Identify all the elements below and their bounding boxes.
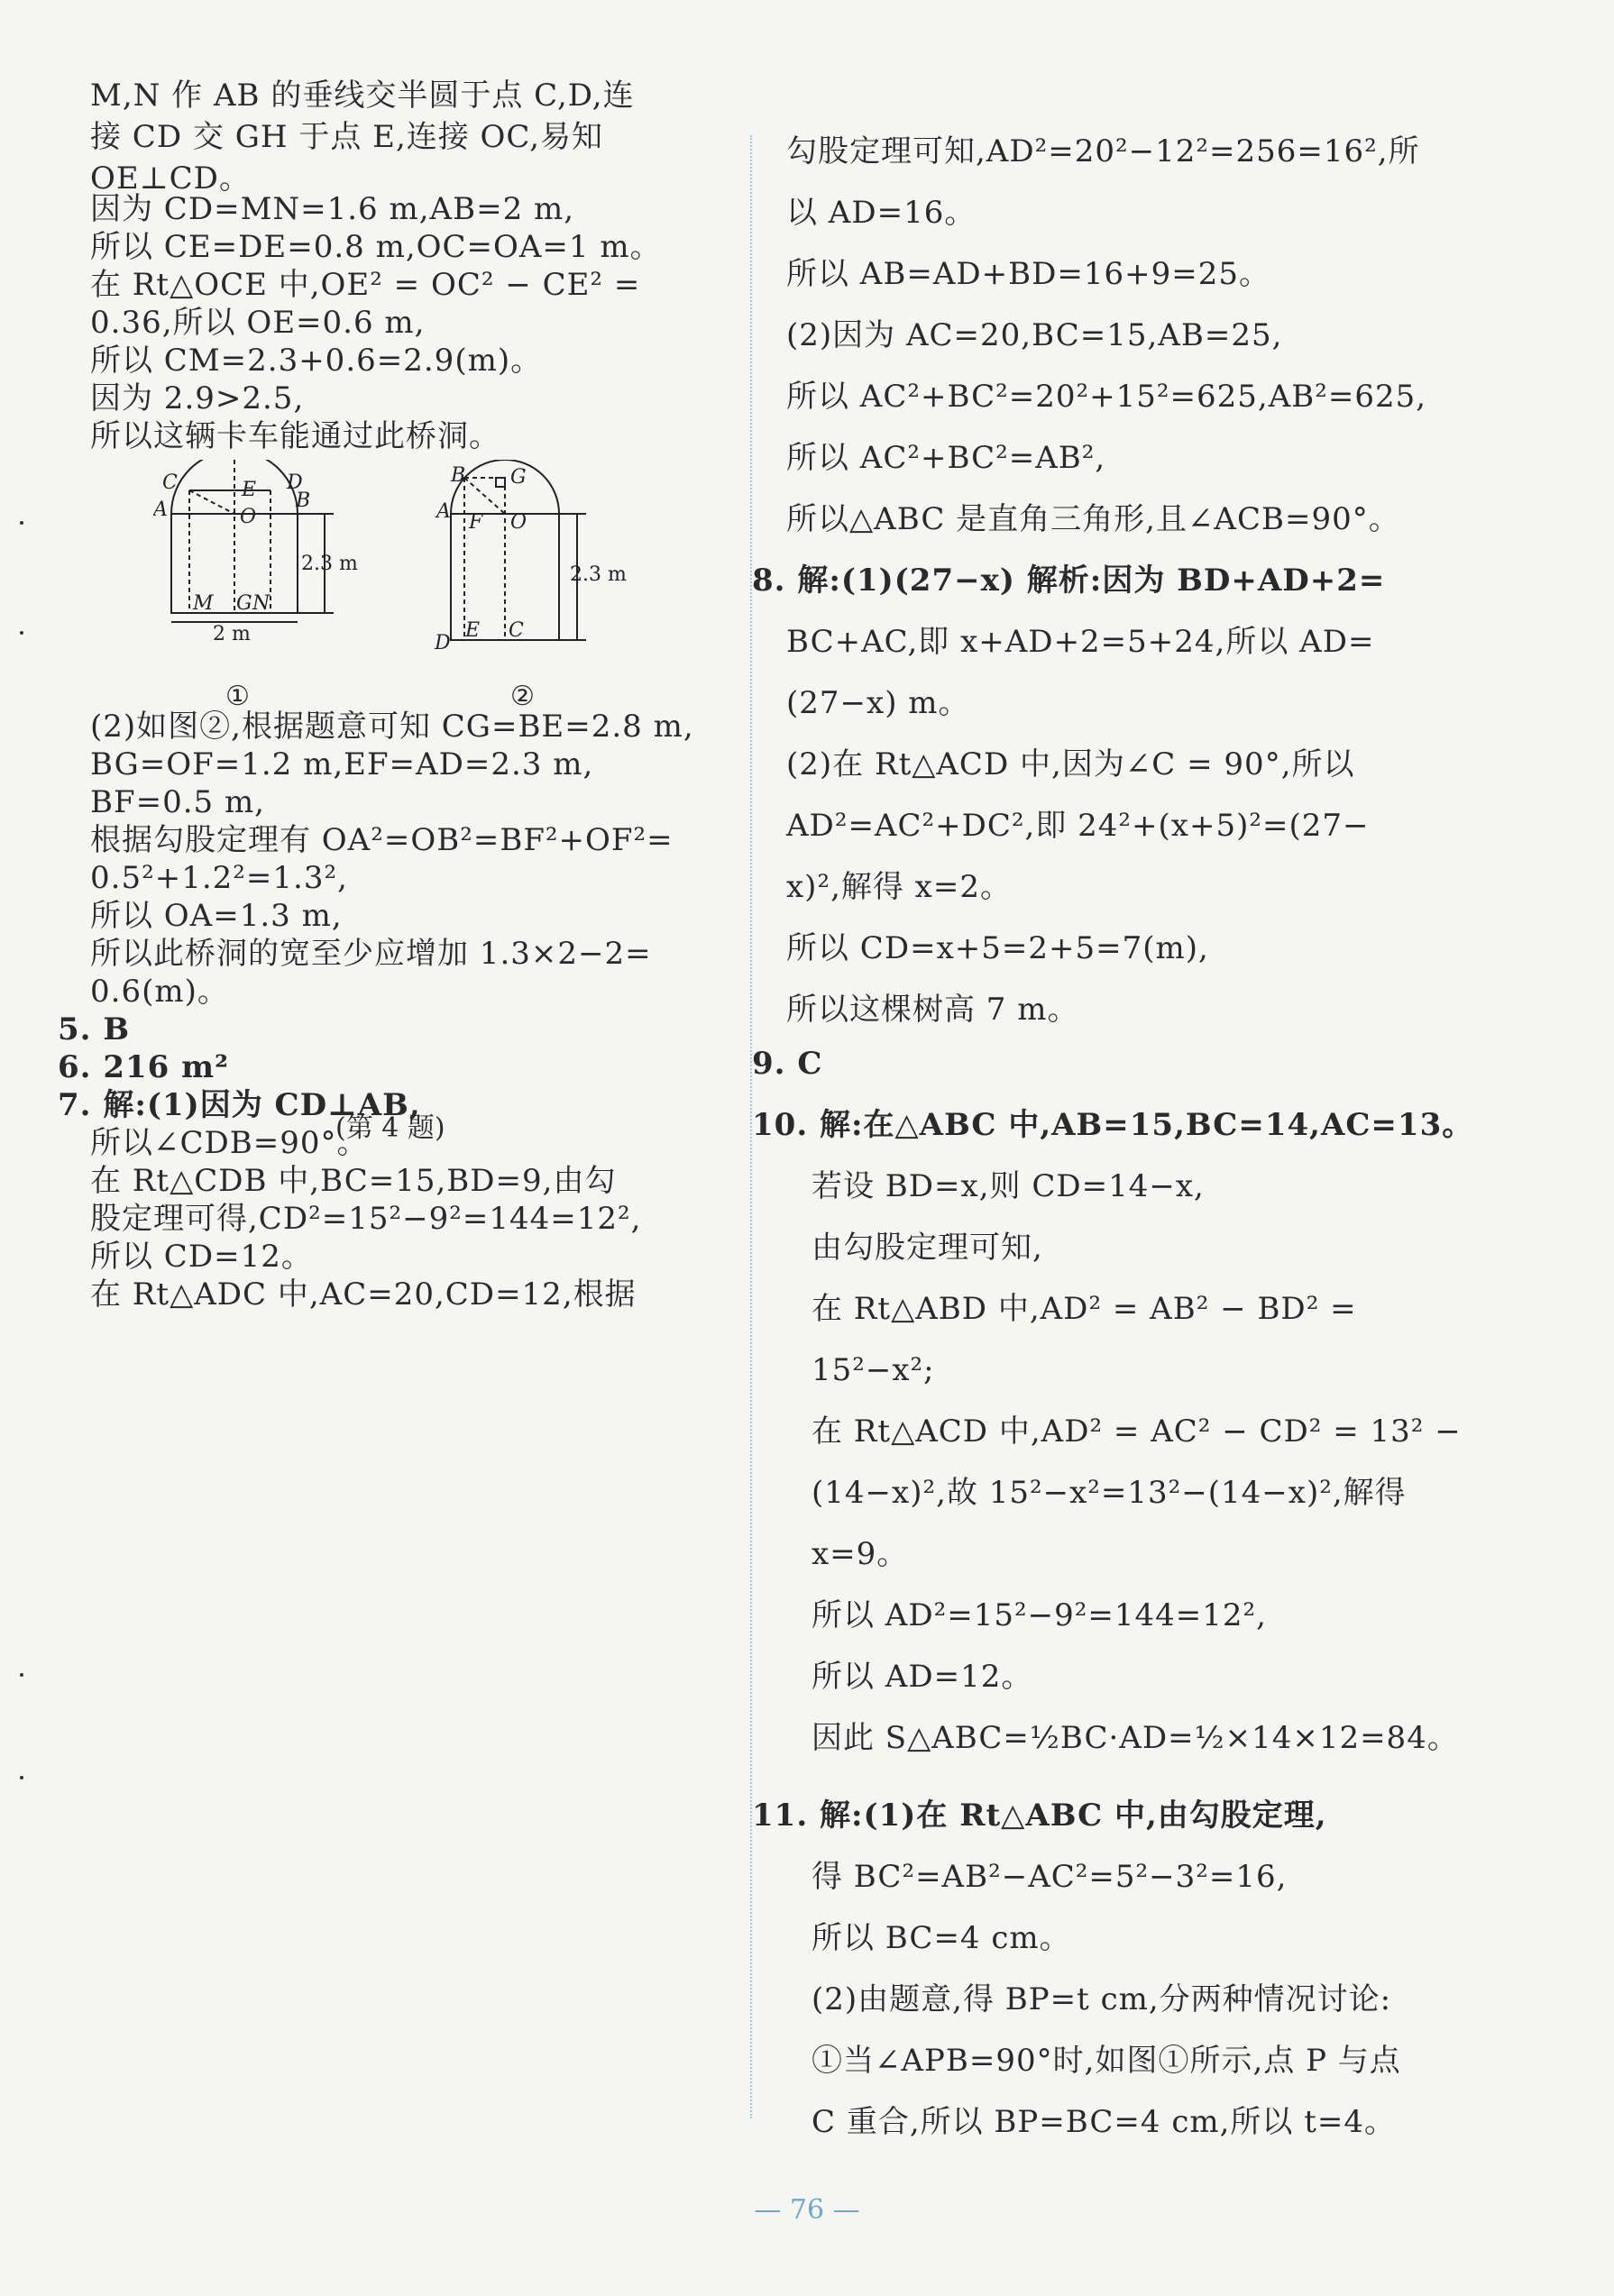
text-line: C 重合,所以 BP=BC=4 cm,所以 t=4。 bbox=[812, 2104, 1397, 2140]
text-line: x)²,解得 x=2。 bbox=[786, 869, 1012, 905]
point-label: G bbox=[510, 466, 527, 489]
text-line: 所以 AC²+BC²=AB², bbox=[786, 440, 1106, 476]
margin-dot bbox=[20, 631, 23, 635]
point-label: B bbox=[451, 464, 466, 487]
answer-10: 10. 解:在△ABC 中,AB=15,BC=14,AC=13。 bbox=[752, 1107, 1474, 1143]
text-line: 所以∠CDB=90°。 bbox=[90, 1125, 369, 1161]
point-label: D bbox=[287, 471, 303, 494]
text-line: 所以这棵树高 7 m。 bbox=[786, 992, 1079, 1028]
point-label: O bbox=[240, 506, 257, 528]
margin-dot bbox=[20, 1673, 23, 1677]
point-label: F bbox=[469, 511, 483, 534]
text-line: 0.36,所以 OE=0.6 m, bbox=[90, 305, 426, 341]
figure-caption: (第 4 题) bbox=[335, 1112, 445, 1144]
text-line: 在 Rt△CDB 中,BC=15,BD=9,由勾 bbox=[90, 1163, 617, 1199]
text-line: (2)由题意,得 BP=t cm,分两种情况讨论: bbox=[812, 1981, 1392, 2017]
text-line: 在 Rt△ABD 中,AD² = AB² − BD² = bbox=[812, 1291, 1357, 1327]
text-line: 所以 BC=4 cm。 bbox=[812, 1920, 1071, 1956]
point-label: B bbox=[296, 489, 311, 512]
text-line: 在 Rt△ACD 中,AD² = AC² − CD² = 13² − bbox=[812, 1413, 1462, 1450]
text-line: 0.5²+1.2²=1.3², bbox=[90, 860, 348, 896]
text-line: 所以 AD²=15²−9²=144=12², bbox=[812, 1597, 1267, 1633]
text-line: 所以 CE=DE=0.8 m,OC=OA=1 m。 bbox=[90, 229, 662, 265]
text-line: 股定理可得,CD²=15²−9²=144=12², bbox=[90, 1201, 642, 1237]
bridge-figure bbox=[153, 460, 658, 712]
text-line: 因此 S△ABC=½BC·AD=½×14×12=84。 bbox=[812, 1720, 1459, 1756]
bridge-diagrams-svg bbox=[153, 460, 658, 676]
text-line: 得 BC²=AB²−AC²=5²−3²=16, bbox=[812, 1859, 1288, 1895]
text-line: 所以 AD=12。 bbox=[812, 1659, 1033, 1695]
text-line: 以 AD=16。 bbox=[786, 195, 977, 231]
text-line: 所以 AC²+BC²=20²+15²=625,AB²=625, bbox=[786, 379, 1427, 415]
text-line: (2)在 Rt△ACD 中,因为∠C = 90°,所以 bbox=[786, 746, 1355, 782]
text-line: 因为 CD=MN=1.6 m,AB=2 m, bbox=[90, 191, 575, 227]
answer-11: 11. 解:(1)在 Rt△ABC 中,由勾股定理, bbox=[752, 1797, 1327, 1834]
answer-8: 8. 解:(1)(27−x) 解析:因为 BD+AD+2= bbox=[752, 563, 1386, 599]
text-line: 所以此桥洞的宽至少应增加 1.3×2−2= bbox=[90, 936, 652, 972]
point-label: O bbox=[510, 511, 527, 534]
text-line: 若设 BD=x,则 CD=14−x, bbox=[812, 1168, 1205, 1204]
answer-7: 7. 解:(1)因为 CD⊥AB, bbox=[58, 1087, 421, 1123]
text-line: 根据勾股定理有 OA²=OB²=BF²+OF²= bbox=[90, 822, 674, 858]
text-line: x=9。 bbox=[812, 1536, 909, 1572]
point-label: E bbox=[242, 479, 257, 501]
height-label: 2.3 m bbox=[570, 563, 627, 586]
text-line: 接 CD 交 GH 于点 E,连接 OC,易知 bbox=[90, 119, 604, 155]
text-line: 由勾股定理可知, bbox=[812, 1230, 1043, 1266]
point-label: G bbox=[236, 592, 252, 615]
figure-1-label: ① bbox=[225, 681, 250, 712]
answer-9: 9. C bbox=[752, 1046, 823, 1082]
text-line: 勾股定理可知,AD²=20²−12²=256=16²,所 bbox=[786, 133, 1420, 169]
text-line: 所以 OA=1.3 m, bbox=[90, 898, 343, 934]
text-line: (2)如图②,根据题意可知 CG=BE=2.8 m, bbox=[90, 709, 694, 745]
point-label: N bbox=[252, 592, 271, 615]
answer-5: 5. B bbox=[58, 1011, 131, 1047]
text-line: 所以 CD=x+5=2+5=7(m), bbox=[786, 930, 1209, 966]
point-label: A bbox=[436, 500, 451, 523]
text-line: (2)因为 AC=20,BC=15,AB=25, bbox=[786, 317, 1283, 353]
text-line: (27−x) m。 bbox=[786, 685, 970, 721]
page-number: — 76 — bbox=[754, 2194, 860, 2226]
width-label: 2 m bbox=[213, 623, 251, 645]
point-label bbox=[228, 460, 247, 463]
answer-6: 6. 216 m² bbox=[58, 1049, 230, 1085]
point-label: C bbox=[509, 619, 524, 642]
margin-dot bbox=[20, 1776, 23, 1779]
figure-2-label: ② bbox=[510, 681, 535, 712]
point-label: E bbox=[465, 619, 481, 642]
text-line: 所以 AB=AD+BD=16+9=25。 bbox=[786, 256, 1271, 292]
text-line: 在 Rt△ADC 中,AC=20,CD=12,根据 bbox=[90, 1276, 637, 1313]
text-line: 在 Rt△OCE 中,OE² = OC² − CE² = bbox=[90, 267, 641, 303]
height-label: 2.3 m bbox=[301, 553, 358, 575]
text-line: AD²=AC²+DC²,即 24²+(x+5)²=(27− bbox=[786, 808, 1370, 844]
text-line: BC+AC,即 x+AD+2=5+24,所以 AD= bbox=[786, 624, 1375, 660]
text-line: 所以 CM=2.3+0.6=2.9(m)。 bbox=[90, 343, 543, 379]
point-label: M bbox=[193, 592, 214, 615]
point-label: A bbox=[153, 499, 168, 521]
text-line: 因为 2.9>2.5, bbox=[90, 380, 305, 416]
text-line: OE⊥CD。 bbox=[90, 160, 251, 197]
margin-dot bbox=[20, 521, 23, 525]
text-line: M,N 作 AB 的垂线交半圆于点 C,D,连 bbox=[90, 78, 635, 114]
text-line: 所以 CD=12。 bbox=[90, 1239, 313, 1275]
text-line: (14−x)²,故 15²−x²=13²−(14−x)²,解得 bbox=[812, 1475, 1407, 1511]
text-line: 所以这辆卡车能通过此桥洞。 bbox=[90, 418, 500, 454]
text-line: 0.6(m)。 bbox=[90, 974, 229, 1010]
text-line: BG=OF=1.2 m,EF=AD=2.3 m, bbox=[90, 746, 594, 782]
point-label: D bbox=[435, 632, 451, 654]
text-line: 15²−x²; bbox=[812, 1352, 935, 1388]
point-label: C bbox=[162, 471, 178, 494]
text-line: ①当∠APB=90°时,如图①所示,点 P 与点 bbox=[812, 2043, 1401, 2079]
text-line: BF=0.5 m, bbox=[90, 784, 265, 820]
text-line: 所以△ABC 是直角三角形,且∠ACB=90°。 bbox=[786, 501, 1400, 537]
